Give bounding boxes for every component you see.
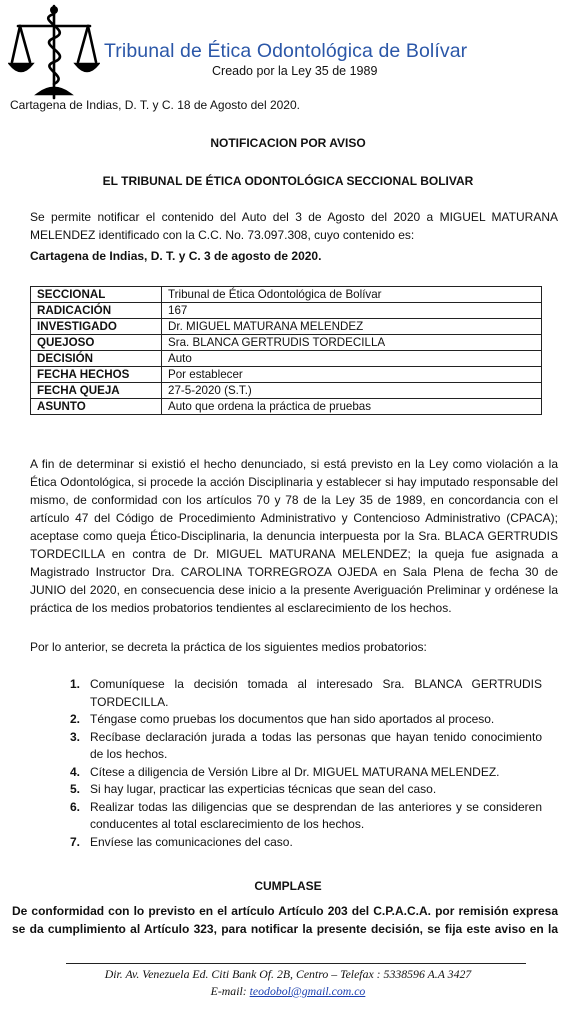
item-number: 4. (70, 764, 81, 779)
row-value: Por establecer (162, 367, 542, 383)
tribunal-subtitle: Creado por la Ley 35 de 1989 (212, 64, 378, 78)
table-row (31, 399, 542, 415)
item-number: 6. (70, 799, 81, 814)
email-label: E-mail: (210, 984, 250, 998)
tribunal-title: Tribunal de Ética Odontológica de Bolívar (104, 40, 468, 62)
table-row (31, 383, 542, 399)
body-paragraph: A fin de determinar si existió el hecho denunciado, si está previsto en la Ley como violación a la Ética Odontológica, si procede la acción Disciplinaria y establecer si hay imputado responsable del mismo, de conformidad con los artículos 70 y 78 de la Ley 35 de 1989, en concordancia con el artículo 47 del Código de Procedimiento Administrativo y Contencioso Administrativo (CPACA); aceptase como queja Ético-Disciplinaria, la denuncia interpuesta por la Sra. BLACA GERTRUDIS TORDECILLA en contra de Dr. MIGUEL MATURANA MELENDEZ; la queja fue asignada a Magistrado Instructor Dra. CAROLINA TORREGROZA OJEDA en Sala Plena de fecha 30 de JUNIO del 2020, en consecuencia dese inicio a la presente Averiguación Preliminar y ordénese la práctica de los medios probatorios tendientes al esclarecimiento de los hechos. (30, 457, 558, 615)
list-item (60, 711, 542, 729)
row-value: Auto que ordena la práctica de pruebas (162, 399, 542, 415)
item-number: 3. (70, 729, 81, 744)
row-key: FECHA QUEJA (31, 383, 162, 399)
item-text: Realizar todas las diligencias que se desprendan de las anteriores y se consideren conducentes al total esclarecimiento de los hechos. (90, 799, 542, 831)
footer-divider (66, 963, 526, 964)
final-paragraph: De conformidad con lo previsto en el artículo Artículo 203 del C.P.A.C.A. por remisión expresa se da cumplimiento al Artículo 323, para notificar la presente decisión, se fija este aviso en la (12, 904, 558, 936)
item-text: Comuníquese la decisión tomada al interesado Sra. BLANCA GERTRUDIS TORDECILLA. (90, 677, 542, 709)
notice-heading: NOTIFICACION POR AVISO (210, 136, 366, 150)
auto-date-line: Cartagena de Indias, D. T. y C. 3 de agosto de 2020. (30, 249, 322, 263)
item-text: Recíbase declaración jurada a todas las personas que hayan tenido conocimiento de los hechos. (90, 729, 542, 761)
list-item (60, 781, 542, 799)
row-key: QUEJOSO (31, 335, 162, 351)
row-key: RADICACIÓN (31, 303, 162, 319)
row-value: Tribunal de Ética Odontológica de Bolívar (162, 287, 542, 303)
table-row (31, 287, 542, 303)
table-row (31, 319, 542, 335)
table-row (31, 351, 542, 367)
list-item (60, 676, 542, 711)
table-row (31, 303, 542, 319)
footer-email-line (0, 984, 576, 999)
table-row (31, 367, 542, 383)
evidence-list (60, 676, 542, 851)
row-key: INVESTIGADO (31, 319, 162, 335)
item-number: 5. (70, 782, 81, 796)
row-key: FECHA HECHOS (31, 367, 162, 383)
tribunal-heading: EL TRIBUNAL DE ÉTICA ODONTOLÓGICA SECCIONAL BOLIVAR (102, 174, 474, 188)
row-value: 167 (162, 303, 542, 319)
item-text: Si hay lugar, practicar las experticias técnicas que sean del caso. (90, 782, 437, 796)
row-value: Sra. BLANCA GERTRUDIS TORDECILLA (162, 335, 542, 351)
row-value: Dr. MIGUEL MATURANA MELENDEZ (162, 319, 542, 335)
list-item (60, 764, 542, 782)
intro-line-1: Se permite notificar el contenido del Auto del 3 de Agosto del 2020 a MIGUEL MATURANA (30, 210, 558, 224)
intro-line-2: MELENDEZ identificado con la C.C. No. 73.097.308, cuyo contenido es: (30, 228, 415, 242)
table-row (31, 335, 542, 351)
row-key: ASUNTO (31, 399, 162, 415)
row-value: Auto (162, 351, 542, 367)
item-number: 7. (70, 834, 81, 849)
case-info-table (30, 286, 542, 415)
email-link[interactable]: teodobol@gmail.com.co (249, 984, 366, 998)
item-text: Cítese a diligencia de Versión Libre al Dr. MIGUEL MATURANA MELENDEZ. (90, 764, 500, 779)
list-item (60, 834, 542, 852)
cumplase-heading: CUMPLASE (254, 879, 322, 893)
item-text: Téngase como pruebas los documentos que han sido aportados al proceso. (90, 712, 495, 726)
row-value: 27-5-2020 (S.T.) (162, 383, 542, 399)
list-item (60, 799, 542, 834)
footer-address: Dir. Av. Venezuela Ed. Citi Bank Of. 2B, Centro – Telefax : 5338596 A.A 3427 (104, 967, 472, 981)
row-key: SECCIONAL (31, 287, 162, 303)
city-date: Cartagena de Indias, D. T. y C. 18 de Agosto del 2020. (10, 98, 300, 112)
item-number: 2. (70, 712, 81, 726)
item-number: 1. (70, 677, 81, 691)
row-key: DECISIÓN (31, 351, 162, 367)
intro-paragraph (30, 208, 558, 244)
list-item (60, 729, 542, 764)
list-intro: Por lo anterior, se decreta la práctica de los siguientes medios probatorios: (30, 640, 427, 654)
tribunal-logo-icon (8, 4, 100, 104)
item-text: Envíese las comunicaciones del caso. (90, 834, 293, 849)
